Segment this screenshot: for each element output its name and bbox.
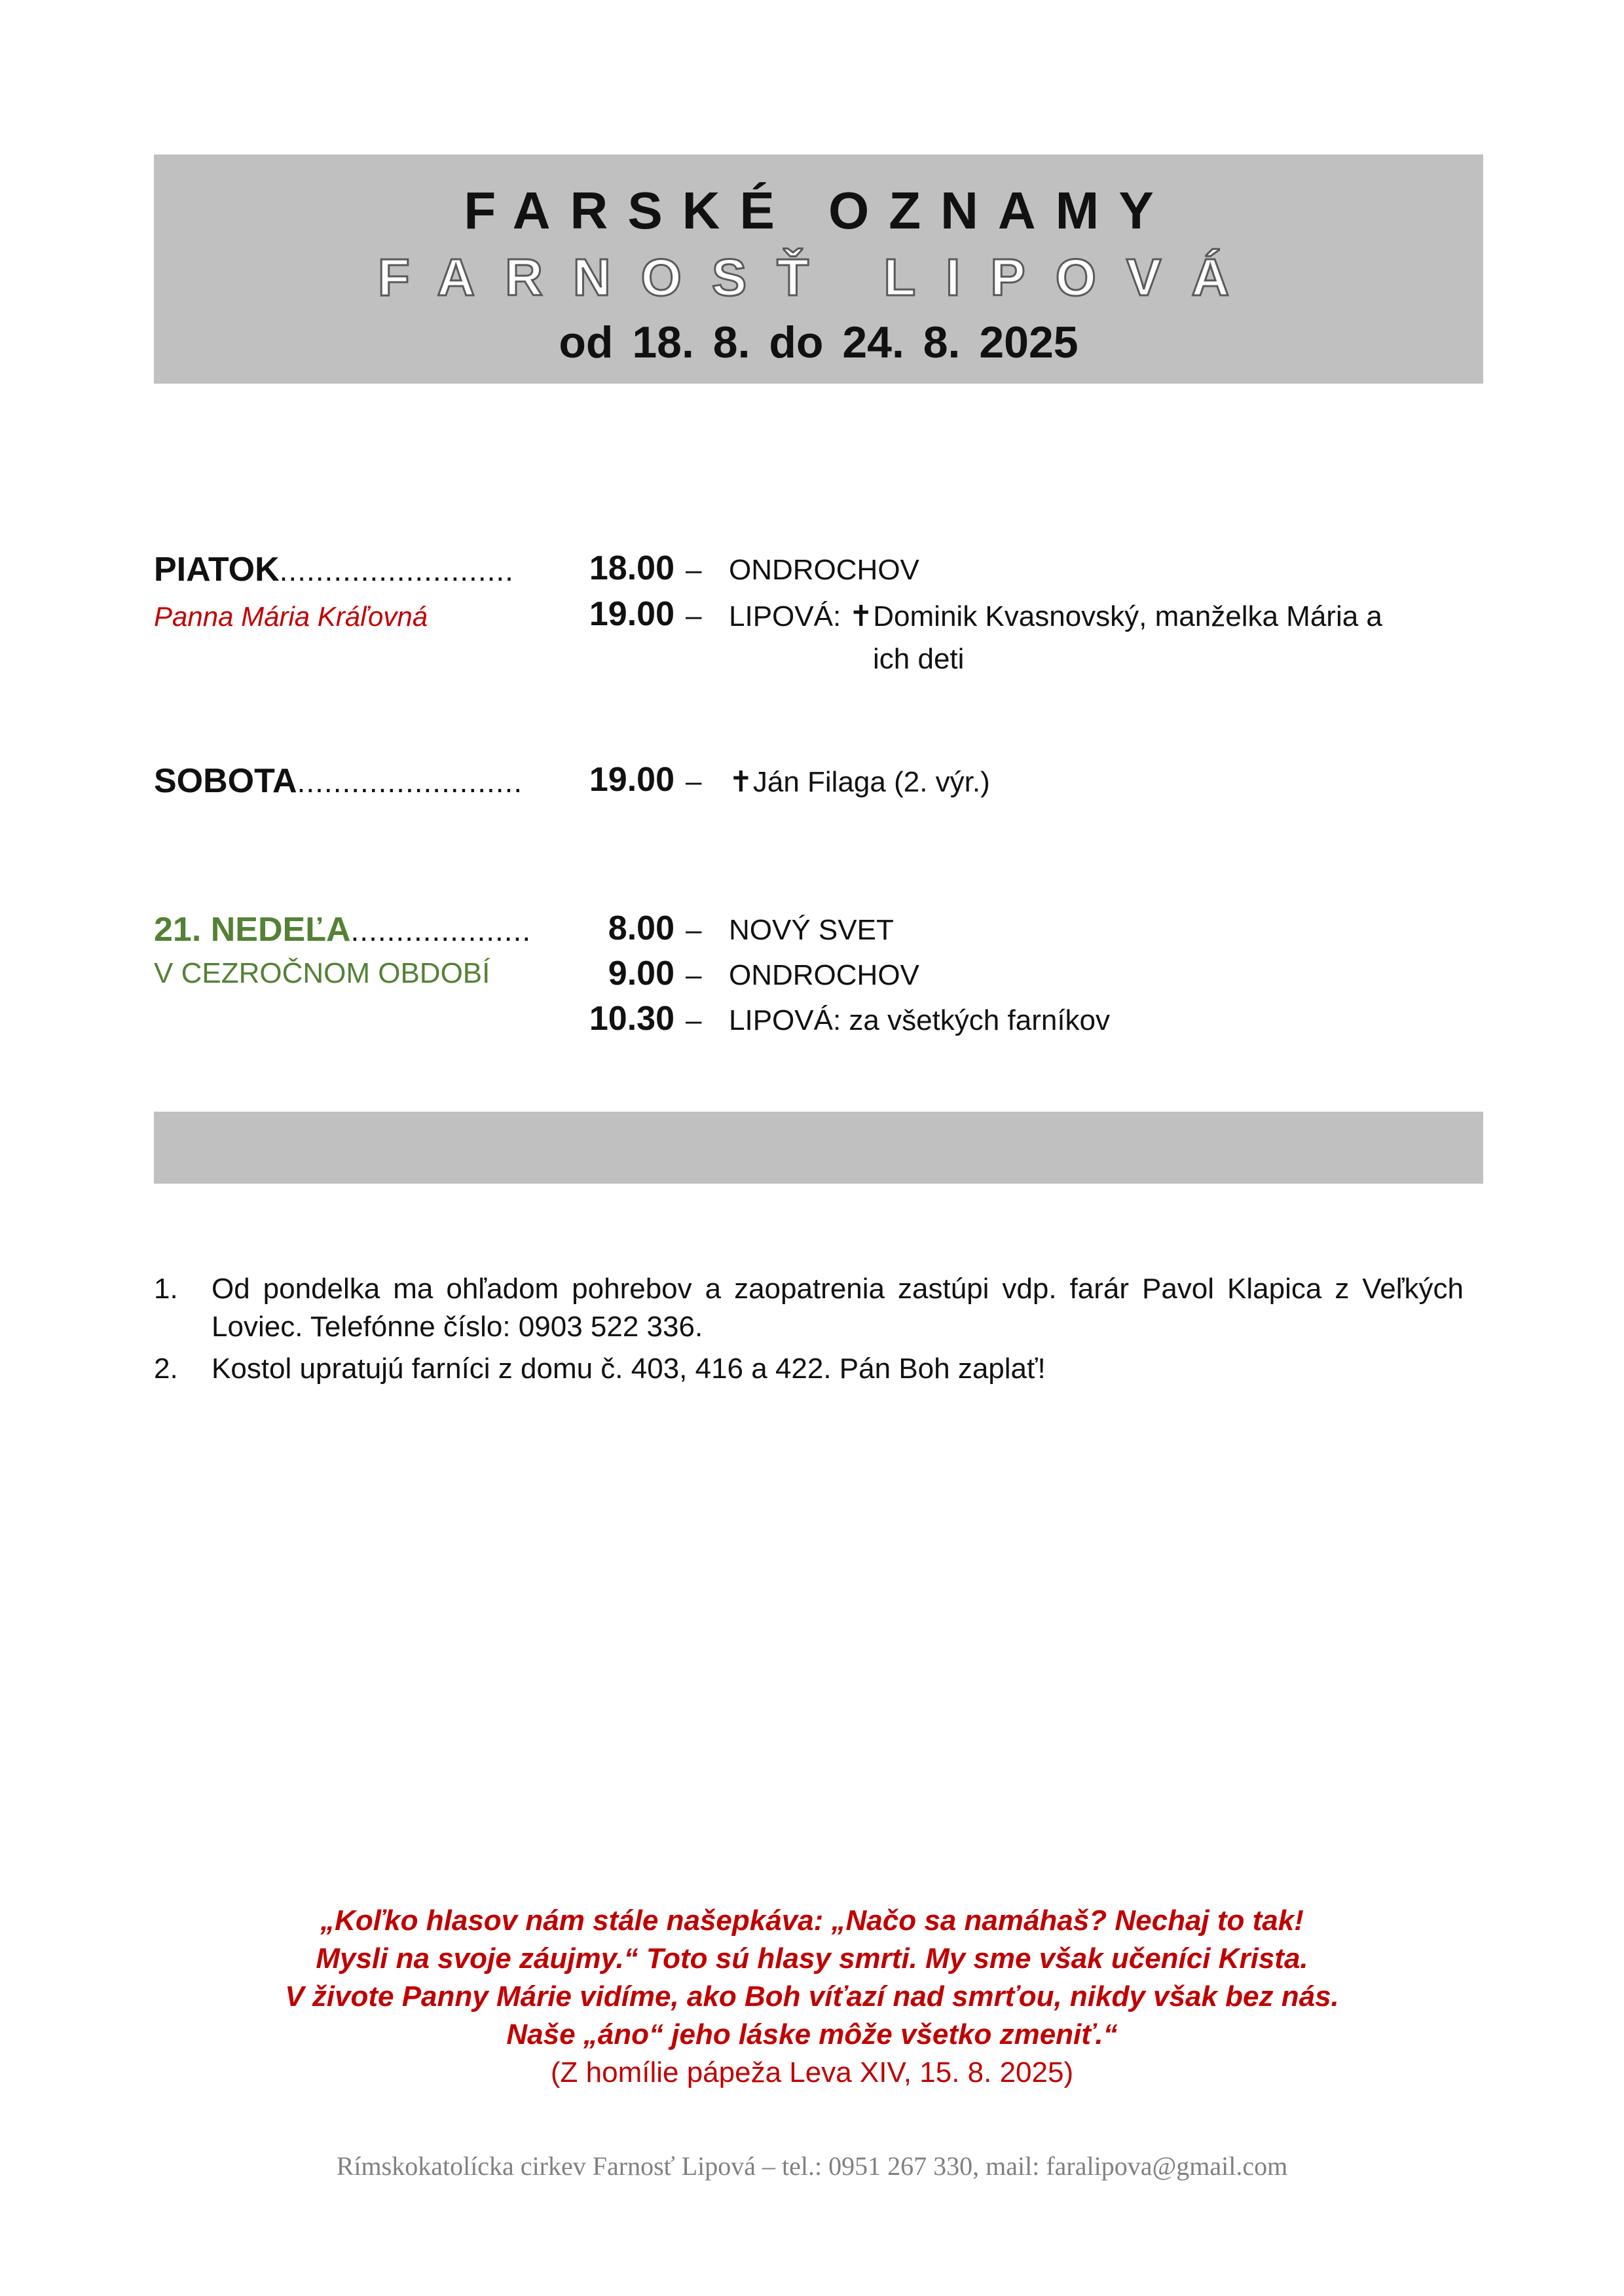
mass-intention: ✝Ján Filaga (2. výr.) <box>729 766 990 798</box>
saturday-heading <box>154 761 523 801</box>
section-divider-bar <box>154 1112 1483 1184</box>
mass-intention: ONDROCHOV <box>729 959 919 991</box>
dash: – <box>686 959 702 991</box>
dash: – <box>686 914 702 946</box>
quote-line: Naše „áno“ jeho láske môže všetko zmeniť.“ <box>506 2018 1118 2050</box>
mass-intention: LIPOVÁ: za všetkých farníkov <box>729 1004 1111 1036</box>
leader-dots: .................... <box>350 913 532 947</box>
mass-time: 9.00 <box>608 955 674 993</box>
quote-line: V živote Panny Márie vidíme, ako Boh víťazí nad smrťou, nikdy však bez nás. <box>285 1980 1339 2013</box>
day-label-saturday: SOBOTA <box>154 762 297 800</box>
parish-name: FARNOSŤ LIPOVÁ <box>377 248 1260 306</box>
quote-source: (Z homílie pápeža Leva XIV, 15. 8. 2025) <box>550 2056 1074 2088</box>
quote-line: „Koľko hlasov nám stále našepkáva: „Načo sa namáhaš? Nechaj to tak! <box>320 1904 1304 1937</box>
feast-sunday: V CEZROČNOM OBDOBÍ <box>154 957 490 989</box>
page-title: FARSKÉ OZNAMY <box>464 181 1173 240</box>
announcement-item <box>154 1270 1464 1349</box>
mass-time: 10.30 <box>589 1000 674 1038</box>
friday-heading <box>154 550 514 589</box>
sunday-heading <box>154 910 531 949</box>
mass-time: 8.00 <box>608 909 674 947</box>
mass-time: 18.00 <box>589 549 674 587</box>
announcement-text: Kostol upratujú farníci z domu č. 403, 416 a 422. Pán Boh zaplať! <box>212 1353 1046 1385</box>
mass-intention-continued: ich deti <box>873 643 965 675</box>
announcement-number: 2. <box>154 1353 178 1385</box>
quote-line: Mysli na svoje záujmy.“ Toto sú hlasy smrti. My sme však učeníci Krista. <box>316 1942 1308 1975</box>
dash: – <box>686 600 702 632</box>
day-label-sunday: 21. NEDEĽA <box>154 911 351 949</box>
header-banner <box>154 155 1483 384</box>
mass-time: 19.00 <box>589 761 674 799</box>
pope-quote <box>0 1902 1624 2092</box>
mass-intention: LIPOVÁ: ✝Dominik Kvasnovský, manželka Mária a <box>729 600 1382 632</box>
dash: – <box>686 765 702 797</box>
feast-friday: Panna Mária Kráľovná <box>154 601 428 632</box>
announcement-number: 1. <box>154 1273 178 1305</box>
mass-time: 19.00 <box>589 595 674 633</box>
dash: – <box>686 554 702 586</box>
announcement-text: Od pondelka ma ohľadom pohrebov a zaopatrenia zastúpi vdp. farár Pavol Klapica z Veľkých Loviec. Telefónne číslo: 0903 522 336. <box>212 1273 1464 1343</box>
date-range: od 18. 8. do 24. 8. 2025 <box>559 318 1079 367</box>
leader-dots: .......................... <box>279 553 514 587</box>
dash: – <box>686 1004 702 1036</box>
mass-intention: NOVÝ SVET <box>729 914 894 946</box>
mass-intention: ONDROCHOV <box>729 554 919 586</box>
leader-dots: ......................... <box>297 765 523 799</box>
footer-contact: Rímskokatolícka cirkev Farnosť Lipová – tel.: 0951 267 330, mail: faralipova@gmail.com <box>336 2151 1288 2181</box>
announcement-item <box>154 1350 1464 1389</box>
day-label-friday: PIATOK <box>154 551 280 589</box>
